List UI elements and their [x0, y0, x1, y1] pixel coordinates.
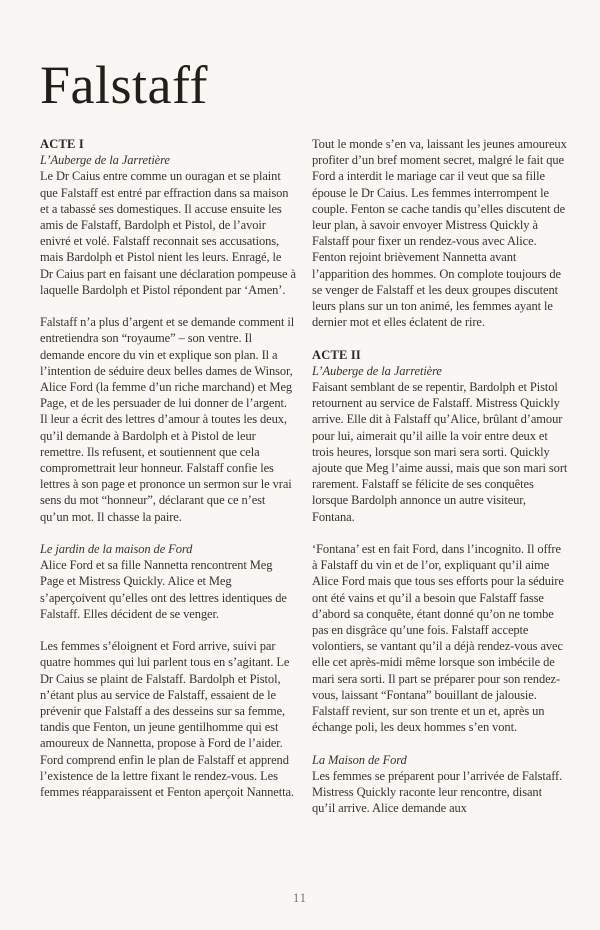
two-column-layout — [40, 136, 568, 816]
page-content — [40, 56, 568, 816]
scene-heading-ford-house: La Maison de Ford — [312, 752, 407, 767]
act-1-heading: ACTE I — [40, 137, 84, 151]
paragraph: Faisant semblant de se repentir, Bardolph et Pistol retournent au service de Falstaff. Mistress Quickly arrive. Elle dit à Falstaff qu’Alice, brûlant d’amour pour lui, aimerait qu’il aille la voir entre deux et trois heures, lorsque son mari sera sorti. Quickly ajoute que Meg l’aime aussi, mais que son mari sort rarement. Falstaff se félicite de ses conquêtes lorsque Bardolph annonce un autre visiteur, Fontana. — [312, 380, 568, 524]
page-title: Falstaff — [40, 55, 208, 115]
paragraph: Les femmes s’éloignent et Ford arrive, suivi par quatre hommes qui lui parlent tous en s’agitant. Le Dr Caius se plaint de Falstaff. Bardolph et Pistol, n’étant plus au service de Falstaff, essaient de le prévenir que Falstaff a des desseins sur sa femme, tandis que Fenton, un jeune gentilhomme qui est amoureux de Nannetta, propose à Ford de l’aider. Ford comprend enfin le plan de Falstaff et apprend l’existence de la lettre fixant le rendez-vous. Les femmes réapparaissent et Fenton aperçoit Nannetta. — [40, 639, 294, 800]
act-2-scene-heading: L’Auberge de la Jarretière — [312, 363, 442, 378]
act-1-scene-heading: L’Auberge de la Jarretière — [40, 153, 170, 168]
page-number: 11 — [292, 891, 308, 905]
act-1-heading-group — [40, 136, 296, 168]
paragraph: Les femmes se préparent pour l’arrivée de Falstaff. Mistress Quickly raconte leur rencontre, disant qu’il arrive. Alice demande aux — [312, 768, 563, 816]
right-column — [312, 136, 568, 816]
act-2-heading-group — [312, 347, 568, 379]
paragraph: Falstaff n’a plus d’argent et se demande comment il entretiendra son “royaume” – son ventre. Il demande encore du vin et explique son plan. Il a l’intention de séduire deux belles dames de Winsor, Alice Ford (la femme d’un riche marchand) et Meg Page, et de les persuader de lui donner de l’argent. Il leur a écrit des lettres d’amour à toutes les deux, qu’il demande à Bardolph et à Pistol de leur remettre. Ils refusent, et soutiennent que cela compromettrait leur honneur. Falstaff confie les lettres à son page et prononce un sermon sur le vrai sens du mot “honneur”, déclarant que ce n’est qu’un mot. Il chasse la paire. — [40, 315, 295, 524]
paragraph: Alice Ford et sa fille Nannetta rencontrent Meg Page et Mistress Quickly. Alice et Meg s’aperçoivent qu’elles ont des lettres identiques de Falstaff. Elles décident de se venger. — [40, 558, 287, 621]
scene-heading-ford-garden: Le jardin de la maison de Ford — [40, 542, 193, 557]
act-2-heading: ACTE II — [312, 347, 361, 362]
paragraph: Tout le monde s’en va, laissant les jeunes amoureux profiter d’un bref moment secret, malgré le fait que Ford a interdit le mariage car il veut que sa fille épouse le Dr Caius. Les femmes interrompent le couple. Fenton se cache tandis qu’elles discutent de leur plan, à savoir envoyer Mistress Quickly à Falstaff pour fixer un rendez-vous avec Alice. Fenton rejoint brièvement Nannetta avant l’apparition des hommes. On complote toujours de se venger de Falstaff et les deux groupes discutent leurs plans sur un ton animé, les femmes ayant le dernier mot et elles éclatent de rire. — [312, 137, 567, 330]
paragraph: Le Dr Caius entre comme un ouragan et se plaint que Falstaff est entré par effraction dans sa maison et a tabassé ses domestiques. Il accuse ensuite les amis de Falstaff, Bardolph et Pistol, de l’avoir enivré et volé. Falstaff reconnait ses accusations, mais Bardolph et Pistol nient les leurs. Enragé, le Dr Caius part en faisant une déclaration pompeuse à laquelle Bardolph et Pistol répondent par ‘Amen’. — [40, 169, 296, 297]
paragraph: ‘Fontana’ est en fait Ford, dans l’incognito. Il offre à Falstaff du vin et de l’or, expliquant qu’il aime Alice Ford mais que tous ses efforts pour la séduire ont été vains et qu’il a besoin que Falstaff fasse d’abord sa conquête, étant donné qu’on ne tombe pas en disgrâce qu’une fois. Falstaff accepte volontiers, se vantant qu’il a déjà rendez-vous avec elle cet après-midi même lorsque son imbécile de mari sera sorti. Il part se préparer pour son rendez-vous, laissant “Fontana” bouillant de jalousie. Falstaff revient, sur son trente et un et, après un échange poli, les deux hommes s’en vont. — [312, 542, 564, 735]
left-column — [40, 136, 296, 816]
